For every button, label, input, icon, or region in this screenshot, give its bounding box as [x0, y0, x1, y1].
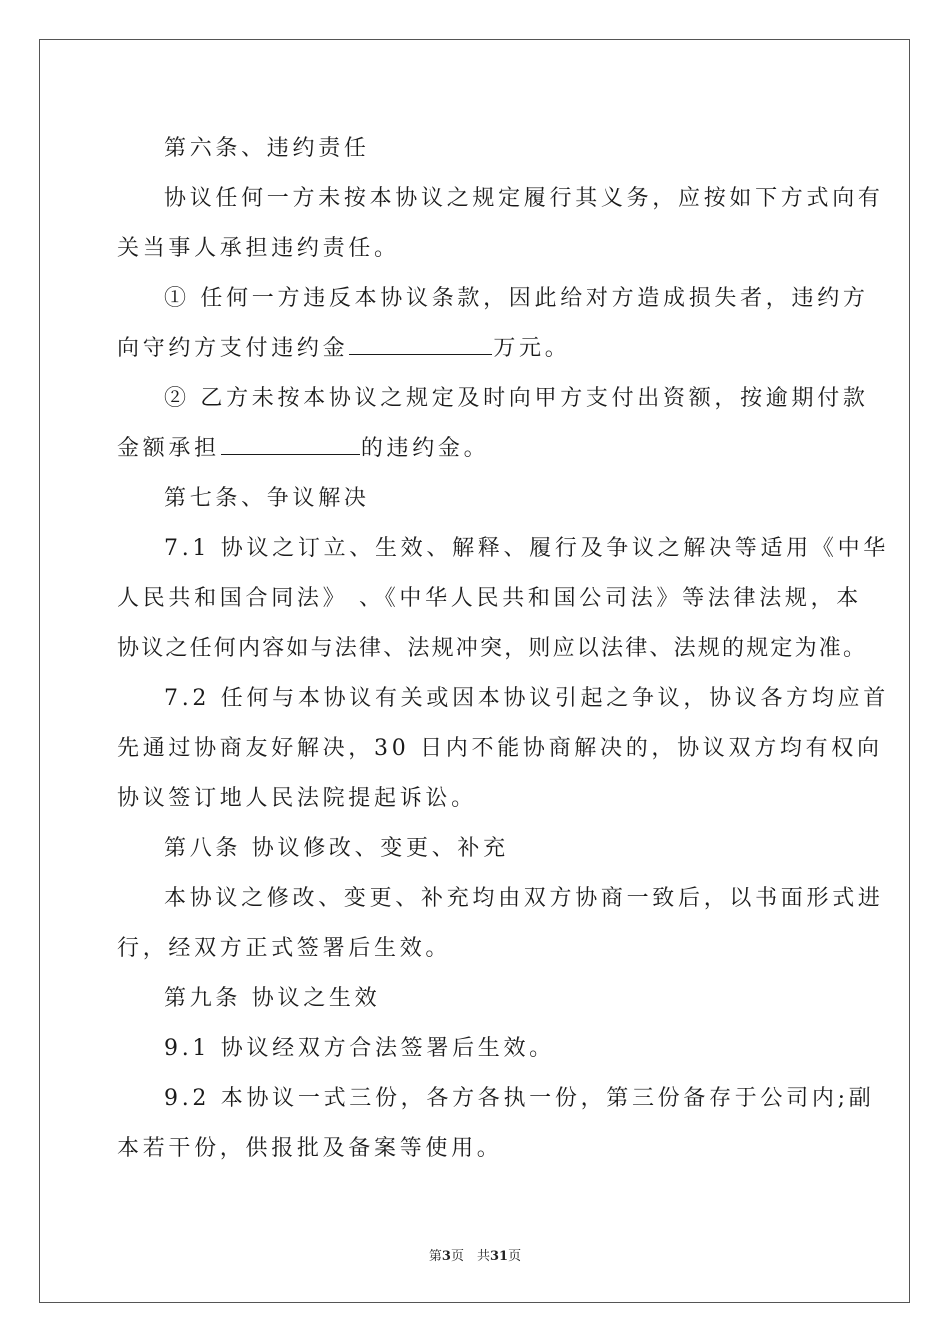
article-8-paragraph-line: 本协议之修改、变更、补充均由双方协商一致后，以书面形式进: [164, 886, 884, 911]
article-8-title: 第八条 协议修改、变更、补充: [164, 836, 509, 861]
article-7-1-line: 协议之任何内容如与法律、法规冲突，则应以法律、法规的规定为准。: [117, 636, 868, 661]
penalty-amount-blank: [349, 330, 492, 355]
article-9-title: 第九条 协议之生效: [164, 986, 381, 1011]
late-payment-blank: [221, 430, 360, 455]
article-6-paragraph-line: 关当事人承担违约责任。: [117, 236, 400, 261]
item-2-text-after-blank: 的违约金。: [360, 436, 490, 461]
article-6-item-1-line: ① 任何一方违反本协议条款，因此给对方造成损失者，违约方: [164, 286, 869, 311]
item-2-text-before-blank: 金额承担: [117, 436, 220, 461]
article-6-item-1-line: [117, 324, 570, 374]
article-6-title: 第六条、违约责任: [164, 136, 370, 161]
article-9-2-line: 9.2 本协议一式三份，各方各执一份，第三份备存于公司内;副: [164, 1086, 875, 1111]
article-9-2-line: 本若干份，供报批及备案等使用。: [117, 1136, 503, 1161]
current-page-number: 3: [441, 1249, 451, 1264]
article-7-title: 第七条、争议解决: [164, 486, 370, 511]
item-1-text-before-blank: 向守约方支付违约金: [117, 336, 349, 361]
article-7-2-line: 先通过协商友好解决，30 日内不能协商解决的，协议双方均有权向: [117, 736, 883, 761]
total-page-number: 31: [489, 1249, 509, 1264]
article-8-paragraph-line: 行，经双方正式签署后生效。: [117, 936, 452, 961]
item-1-text-after-blank: 万元。: [493, 336, 571, 361]
article-7-1-line: 7.1 协议之订立、生效、解释、履行及争议之解决等适用《中华: [164, 536, 889, 561]
footer-prefix: 第: [428, 1249, 442, 1264]
article-9-1: 9.1 协议经双方合法签署后生效。: [164, 1036, 555, 1061]
page-footer: [0, 1245, 950, 1264]
article-7-1-line: 人民共和国合同法》 、《中华人民共和国公司法》等法律法规，本: [117, 586, 862, 611]
article-6-item-2-line: ② 乙方未按本协议之规定及时向甲方支付出资额，按逾期付款: [164, 386, 869, 411]
footer-suffix: 页: [508, 1249, 522, 1264]
footer-mid: 页 共: [450, 1249, 490, 1264]
article-6-paragraph-line: 协议任何一方未按本协议之规定履行其义务，应按如下方式向有: [164, 186, 884, 211]
article-6-item-2-line: [117, 424, 489, 474]
article-7-2-line: 协议签订地人民法院提起诉讼。: [117, 786, 477, 811]
article-7-2-line: 7.2 任何与本协议有关或因本协议引起之争议，协议各方均应首: [164, 686, 889, 711]
